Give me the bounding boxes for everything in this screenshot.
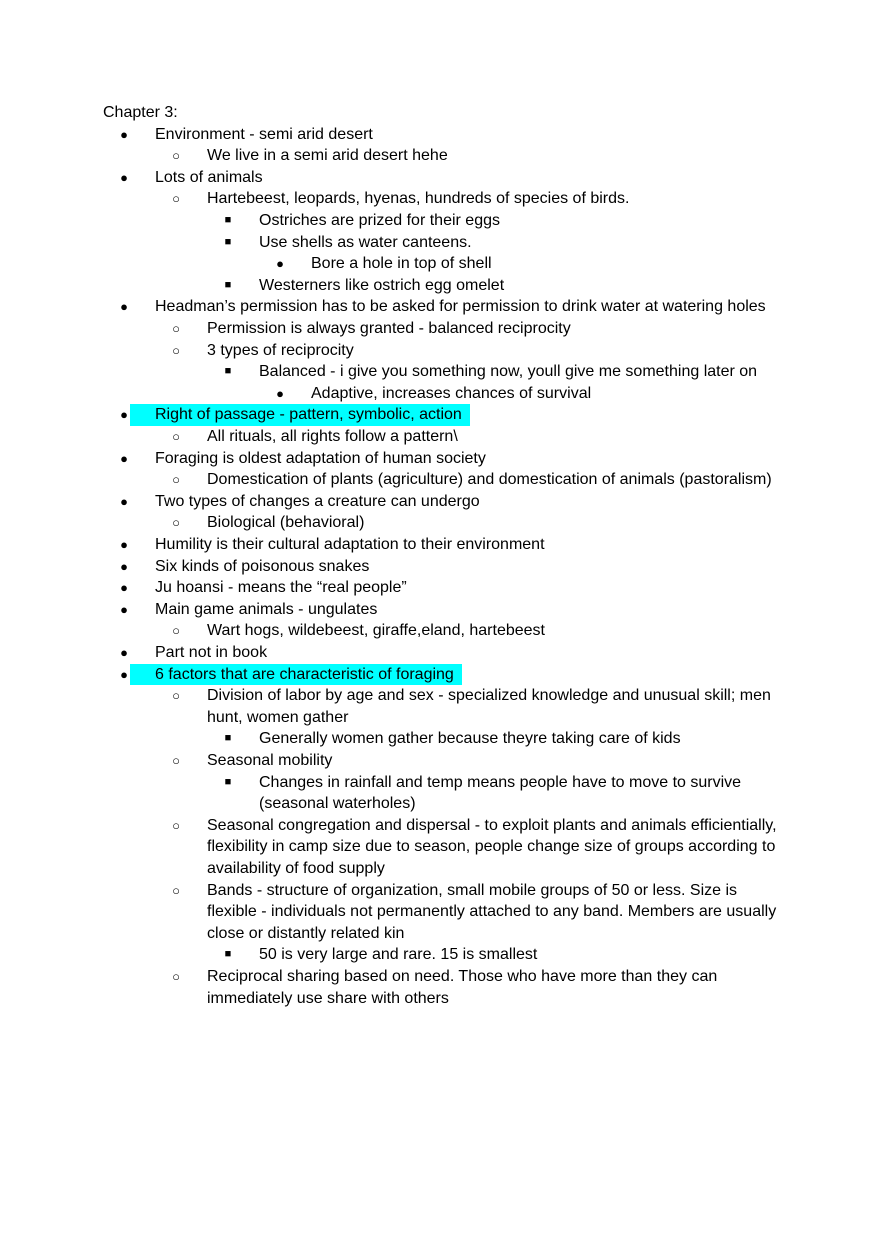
circle-bullet: ○ (172, 428, 180, 444)
item-text: Seasonal congregation and dispersal - to exploit plants and animals efficientially, (207, 816, 777, 834)
item-text: We live in a semi arid desert hehe (207, 147, 448, 165)
item-text: (seasonal waterholes) (259, 795, 416, 813)
item-text: Bore a hole in top of shell (311, 255, 492, 273)
item-text: flexible - individuals not permanently attached to any band. Members are usually (207, 903, 777, 921)
item-text: Two types of changes a creature can undergo (155, 492, 480, 510)
disc-bullet: ● (120, 299, 128, 315)
circle-bullet: ○ (172, 882, 180, 898)
item-text: Headman’s permission has to be asked for permission to drink water at watering holes (155, 298, 766, 316)
disc-bullet: ● (120, 407, 128, 423)
item-text: Adaptive, increases chances of survival (311, 384, 592, 402)
disc-bullet: ● (120, 580, 128, 596)
circle-bullet: ○ (172, 752, 180, 768)
circle-bullet: ○ (172, 320, 180, 336)
square-bullet: ■ (224, 948, 232, 961)
item-text: Reciprocal sharing based on need. Those who have more than they can (207, 967, 718, 985)
disc-bullet: ● (120, 126, 128, 142)
circle-bullet: ○ (172, 623, 180, 639)
item-text: availability of food supply (207, 859, 385, 877)
disc-bullet: ● (120, 536, 128, 552)
square-bullet: ■ (224, 235, 232, 248)
item-text: Environment - semi arid desert (155, 125, 373, 143)
item-text: Generally women gather because theyre taking care of kids (259, 730, 681, 748)
disc-bullet: ● (120, 601, 128, 617)
item-text: Balanced - i give you something now, youll give me something later on (259, 363, 758, 381)
square-bullet: ■ (224, 213, 232, 226)
circle-bullet: ○ (172, 515, 180, 531)
circle-bullet: ○ (172, 688, 180, 704)
item-text: 6 factors that are characteristic of foraging (155, 665, 454, 683)
item-text: Hartebeest, leopards, hyenas, hundreds of species of birds. (207, 190, 630, 208)
circle-bullet: ○ (172, 191, 180, 207)
item-text: 3 types of reciprocity (207, 341, 354, 359)
circle-bullet: ○ (172, 817, 180, 833)
item-text: hunt, women gather (207, 708, 349, 726)
item-text: 50 is very large and rare. 15 is smallest (259, 946, 538, 964)
item-text: Biological (behavioral) (207, 514, 365, 532)
disc-bullet: ● (276, 256, 284, 272)
item-text: close or distantly related kin (207, 924, 405, 942)
item-text: Westerners like ostrich egg omelet (259, 276, 505, 294)
square-bullet: ■ (224, 732, 232, 745)
disc-bullet: ● (276, 385, 284, 401)
circle-bullet: ○ (172, 472, 180, 488)
square-bullet: ■ (224, 775, 232, 788)
item-text: Ostriches are prized for their eggs (259, 211, 500, 229)
item-text: Domestication of plants (agriculture) and domestication of animals (pastoralism) (207, 471, 772, 489)
disc-bullet: ● (120, 644, 128, 660)
item-text: All rituals, all rights follow a pattern\ (207, 427, 458, 445)
square-bullet: ■ (224, 278, 232, 291)
item-text: immediately use share with others (207, 989, 449, 1007)
item-text: Permission is always granted - balanced reciprocity (207, 319, 571, 337)
square-bullet: ■ (224, 365, 232, 378)
circle-bullet: ○ (172, 148, 180, 164)
item-text: Part not in book (155, 643, 268, 661)
item-text: Foraging is oldest adaptation of human society (155, 449, 486, 467)
item-text: Wart hogs, wildebeest, giraffe,eland, hartebeest (207, 622, 545, 640)
disc-bullet: ● (120, 493, 128, 509)
item-text: flexibility in camp size due to season, people change size of groups according to (207, 838, 776, 856)
item-text: Ju hoansi - means the “real people” (155, 579, 407, 597)
circle-bullet: ○ (172, 342, 180, 358)
disc-bullet: ● (120, 450, 128, 466)
item-text: Use shells as water canteens. (259, 233, 472, 251)
item-text: Changes in rainfall and temp means people have to move to survive (259, 773, 742, 791)
item-text: Main game animals - ungulates (155, 600, 378, 618)
item-text: Six kinds of poisonous snakes (155, 557, 370, 575)
item-text: Right of passage - pattern, symbolic, action (155, 406, 462, 424)
disc-bullet: ● (120, 558, 128, 574)
item-text: Bands - structure of organization, small mobile groups of 50 or less. Size is (207, 881, 738, 899)
disc-bullet: ● (120, 666, 128, 682)
page-heading: Chapter 3: (103, 104, 178, 121)
item-text: Humility is their cultural adaptation to their environment (155, 535, 545, 553)
disc-bullet: ● (120, 169, 128, 185)
circle-bullet: ○ (172, 968, 180, 984)
item-text: Division of labor by age and sex - specialized knowledge and unusual skill; men (207, 687, 771, 705)
item-text: Lots of animals (155, 168, 263, 186)
item-text: Seasonal mobility (207, 751, 333, 769)
